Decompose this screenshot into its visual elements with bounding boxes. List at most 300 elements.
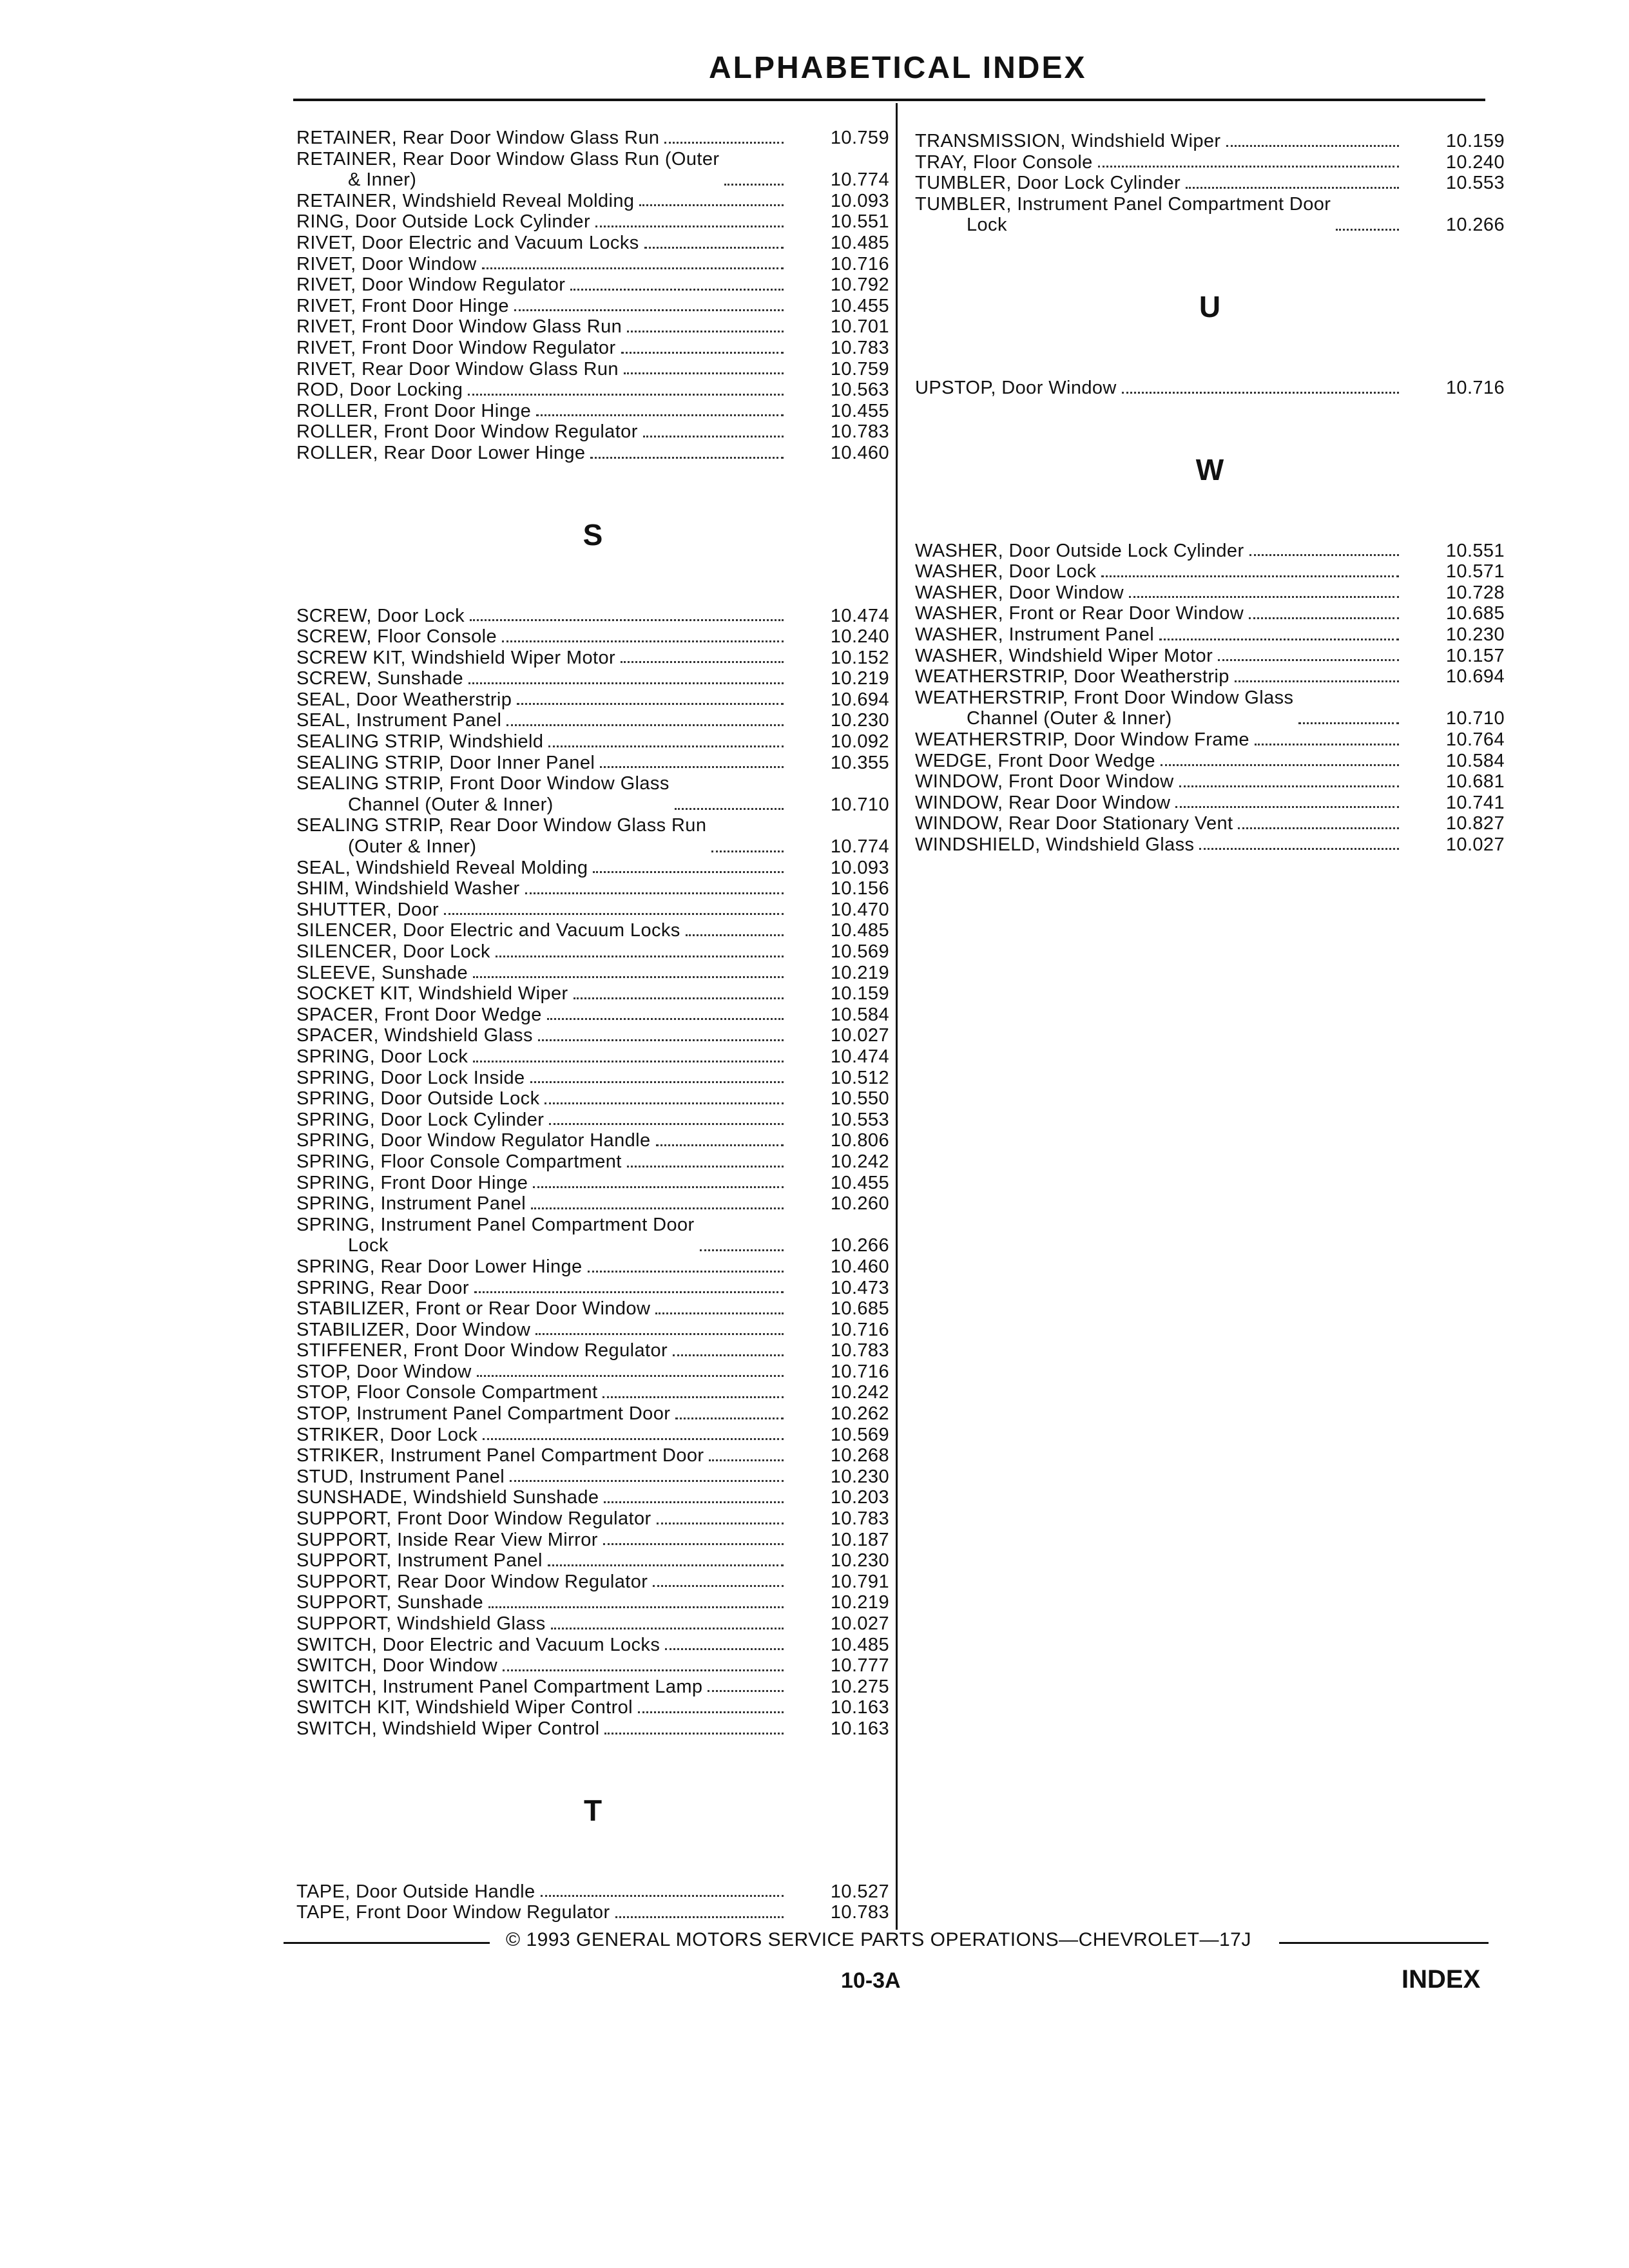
index-entry — [296, 149, 889, 191]
entry-page: 10.157 — [1445, 645, 1505, 666]
entry-page: 10.219 — [830, 1592, 889, 1613]
entry-name: SEALING STRIP, Rear Door Window Glass Run (Outer & Inner) — [296, 815, 707, 858]
leader-dots — [644, 247, 784, 249]
index-entry — [296, 1403, 889, 1425]
leader-dots — [536, 414, 784, 416]
index-entry — [296, 1445, 889, 1466]
index-entry — [296, 983, 889, 1004]
index-entry — [296, 858, 889, 879]
leader-dots — [468, 682, 784, 684]
left-column — [296, 128, 889, 1923]
index-entry — [296, 1718, 889, 1740]
entry-page: 10.716 — [1445, 377, 1505, 398]
entry-page: 10.455 — [830, 400, 889, 421]
entry-page: 10.230 — [1445, 624, 1505, 645]
leader-dots — [724, 184, 784, 186]
index-entry — [296, 128, 889, 149]
entry-name: SWITCH, Door Window — [296, 1655, 498, 1677]
entry-page: 10.701 — [830, 316, 889, 338]
leader-dots — [653, 1585, 784, 1587]
index-entry — [915, 687, 1505, 729]
leader-dots — [1249, 617, 1399, 619]
entry-name: WASHER, Door Lock — [915, 561, 1097, 582]
entry-name: SUPPORT, Rear Door Window Regulator — [296, 1571, 648, 1592]
leader-dots — [643, 436, 784, 437]
index-entry — [296, 1550, 889, 1571]
entry-page: 10.527 — [830, 1881, 889, 1902]
index-entry — [296, 1088, 889, 1110]
leader-dots — [603, 1543, 784, 1545]
entry-page: 10.485 — [830, 920, 889, 941]
entry-page: 10.240 — [1445, 151, 1505, 173]
leader-dots — [657, 1523, 784, 1524]
entry-name: SCREW, Door Lock — [296, 605, 465, 626]
entry-page: 10.470 — [830, 899, 889, 920]
entry-page: 10.792 — [830, 274, 889, 296]
entry-name: SWITCH, Windshield Wiper Control — [296, 1718, 600, 1739]
leader-dots — [548, 1564, 784, 1566]
leader-dots — [627, 331, 784, 332]
leader-dots — [1098, 166, 1399, 168]
index-entry — [915, 194, 1505, 236]
entry-name: SPRING, Door Lock Inside — [296, 1067, 525, 1088]
index-entry — [296, 1425, 889, 1446]
leader-dots — [600, 766, 784, 768]
index-entry — [296, 1256, 889, 1278]
entry-name: STABILIZER, Door Window — [296, 1319, 531, 1340]
index-entry — [296, 773, 889, 815]
index-entry — [296, 443, 889, 464]
entry-name: RIVET, Door Window — [296, 253, 477, 274]
index-entry — [915, 624, 1505, 646]
leader-dots — [624, 372, 784, 374]
entry-name: RING, Door Outside Lock Cylinder — [296, 211, 591, 233]
entry-name: TRAY, Floor Console — [915, 151, 1093, 173]
entry-name: SCREW, Sunshade — [296, 668, 464, 689]
leader-dots — [1199, 848, 1399, 850]
index-entry — [296, 233, 889, 254]
entry-page: 10.716 — [830, 253, 889, 274]
entry-name: SEALING STRIP, Windshield — [296, 731, 544, 753]
entry-name: RETAINER, Rear Door Window Glass Run — [296, 128, 660, 148]
entry-page: 10.716 — [830, 1361, 889, 1382]
entry-name: SWITCH KIT, Windshield Wiper Control — [296, 1697, 633, 1718]
entry-page: 10.230 — [830, 710, 889, 731]
leader-dots — [1101, 575, 1399, 577]
entry-name: SCREW, Floor Console — [296, 626, 497, 648]
entry-name: STUD, Instrument Panel — [296, 1466, 505, 1487]
index-entry — [296, 899, 889, 921]
entry-name: SPRING, Door Window Regulator Handle — [296, 1130, 651, 1151]
section-letter: W — [1195, 452, 1224, 486]
index-entry — [296, 1173, 889, 1194]
section-letter: U — [1199, 289, 1221, 323]
index-entry — [296, 1487, 889, 1508]
index-entry — [296, 1635, 889, 1656]
index-entry — [296, 963, 889, 984]
entry-name: RETAINER, Windshield Reveal Molding — [296, 190, 635, 211]
index-entry — [296, 338, 889, 359]
entry-name: SEAL, Windshield Reveal Molding — [296, 857, 588, 878]
leader-dots — [686, 934, 784, 936]
index-entry — [296, 1004, 889, 1026]
entry-page: 10.728 — [1445, 582, 1505, 603]
footer-rule-right — [1279, 1942, 1489, 1944]
entry-page: 10.219 — [830, 962, 889, 983]
index-entry — [296, 606, 889, 627]
entry-page: 10.741 — [1445, 792, 1505, 813]
section-letter: T — [583, 1793, 602, 1827]
leader-dots — [506, 724, 784, 726]
leader-dots — [574, 997, 784, 999]
page-title: ALPHABETICAL INDEX — [709, 51, 1087, 85]
entry-name: SPRING, Rear Door — [296, 1277, 469, 1298]
entry-name: SPRING, Door Outside Lock — [296, 1088, 540, 1110]
leader-dots — [541, 1895, 784, 1897]
leader-dots — [551, 1628, 784, 1629]
entry-name: WEATHERSTRIP, Door Weatherstrip — [915, 666, 1229, 687]
index-entry — [915, 603, 1505, 624]
leader-dots — [1159, 639, 1399, 640]
leader-dots — [709, 1459, 784, 1461]
entry-name: RIVET, Door Electric and Vacuum Locks — [296, 232, 639, 253]
entry-page: 10.827 — [1445, 813, 1505, 834]
entry-name: WASHER, Windshield Wiper Motor — [915, 645, 1213, 666]
index-entry — [296, 211, 889, 233]
entry-name: SPRING, Rear Door Lower Hinge — [296, 1256, 583, 1277]
column-divider — [896, 103, 898, 1930]
entry-page: 10.485 — [830, 232, 889, 253]
leader-dots — [1298, 722, 1399, 724]
index-entry — [296, 1193, 889, 1215]
entry-page: 10.764 — [1445, 729, 1505, 750]
index-entry — [296, 1881, 889, 1903]
entry-name: SPRING, Instrument Panel — [296, 1193, 526, 1215]
leader-dots — [496, 956, 784, 957]
entry-name: TUMBLER, Door Lock Cylinder — [915, 173, 1181, 194]
entry-name: RIVET, Front Door Window Glass Run — [296, 316, 622, 338]
entry-name: SEALING STRIP, Door Inner Panel — [296, 752, 595, 773]
index-entry — [296, 316, 889, 338]
entry-page: 10.584 — [1445, 750, 1505, 771]
entry-page: 10.569 — [830, 941, 889, 962]
entry-page: 10.694 — [830, 689, 889, 710]
entry-page: 10.163 — [830, 1697, 889, 1718]
leader-dots — [621, 661, 784, 663]
leader-dots — [503, 1669, 784, 1671]
entry-name: SPRING, Door Lock — [296, 1046, 468, 1067]
entry-page: 10.159 — [830, 983, 889, 1004]
index-entry — [296, 1320, 889, 1341]
entry-page: 10.455 — [830, 1172, 889, 1193]
leader-dots — [700, 1249, 784, 1251]
entry-page: 10.783 — [830, 1340, 889, 1361]
leader-dots — [1179, 785, 1399, 787]
index-entry — [915, 666, 1505, 687]
entry-page: 10.156 — [830, 878, 889, 899]
entry-name: SUPPORT, Instrument Panel — [296, 1550, 543, 1571]
index-entry — [296, 1382, 889, 1403]
entry-name: SPRING, Floor Console Compartment — [296, 1151, 622, 1172]
leader-dots — [1226, 145, 1400, 147]
index-entry — [296, 878, 889, 899]
entry-name: STRIKER, Instrument Panel Compartment Door — [296, 1445, 704, 1466]
entry-page: 10.242 — [830, 1382, 889, 1403]
leader-dots — [593, 871, 784, 873]
entry-name: SWITCH, Instrument Panel Compartment Lamp — [296, 1676, 703, 1697]
leader-dots — [502, 640, 784, 642]
entry-name: SLEEVE, Sunshade — [296, 962, 468, 983]
index-entry — [296, 1902, 889, 1923]
leader-dots — [1336, 229, 1399, 231]
entry-page: 10.774 — [830, 169, 889, 191]
entry-page: 10.473 — [830, 1277, 889, 1298]
index-entry — [915, 813, 1505, 834]
entry-name: WASHER, Instrument Panel — [915, 624, 1155, 645]
index-entry — [296, 668, 889, 689]
entry-page: 10.230 — [830, 1466, 889, 1487]
entry-name: SEALING STRIP, Front Door Window Glass Channel (Outer & Inner) — [296, 773, 670, 815]
leader-dots — [675, 808, 784, 810]
entry-page: 10.777 — [830, 1655, 889, 1677]
entry-page: 10.203 — [830, 1487, 889, 1508]
entry-page: 10.710 — [830, 794, 889, 815]
entry-name: RETAINER, Rear Door Window Glass Run (Outer & Inner) — [296, 148, 720, 191]
leader-dots — [638, 1711, 784, 1713]
entry-name: STOP, Instrument Panel Compartment Door — [296, 1403, 671, 1425]
entry-page: 10.275 — [830, 1676, 889, 1697]
leader-dots — [548, 745, 784, 747]
index-entry — [915, 582, 1505, 604]
entry-name: WASHER, Door Window — [915, 582, 1124, 603]
entry-page: 10.806 — [830, 1130, 889, 1151]
index-entry — [296, 401, 889, 422]
entry-page: 10.791 — [830, 1571, 889, 1592]
leader-dots — [621, 352, 784, 354]
entry-name: STOP, Floor Console Compartment — [296, 1382, 598, 1403]
entry-name: WINDOW, Front Door Window — [915, 771, 1174, 793]
leader-dots — [1218, 659, 1399, 661]
entry-page: 10.569 — [830, 1424, 889, 1445]
entry-name: SPRING, Front Door Hinge — [296, 1172, 528, 1193]
leader-dots — [595, 226, 784, 227]
entry-name: WEATHERSTRIP, Door Window Frame — [915, 729, 1249, 750]
index-entry — [296, 1046, 889, 1068]
index-entry — [296, 191, 889, 212]
entry-page: 10.266 — [830, 1235, 889, 1256]
index-entry — [296, 274, 889, 296]
index-entry — [296, 1613, 889, 1635]
index-entry — [296, 1278, 889, 1299]
leader-dots — [482, 267, 784, 269]
entry-page: 10.512 — [830, 1067, 889, 1088]
entry-page: 10.759 — [830, 128, 889, 148]
entry-page: 10.262 — [830, 1403, 889, 1425]
leader-dots — [533, 1186, 784, 1188]
entry-page: 10.242 — [830, 1151, 889, 1172]
index-entry — [915, 751, 1505, 772]
entry-name: SUPPORT, Sunshade — [296, 1592, 483, 1613]
index-entry — [915, 646, 1505, 667]
entry-page: 10.710 — [1445, 708, 1505, 729]
footer-copyright: © 1993 GENERAL MOTORS SERVICE PARTS OPERATIONS—CHEVROLET—17J — [506, 1929, 1251, 1950]
entry-page: 10.783 — [830, 421, 889, 443]
leader-dots — [588, 1271, 784, 1273]
index-entry — [915, 541, 1505, 562]
leader-dots — [525, 892, 784, 894]
index-entry — [296, 941, 889, 963]
leader-dots — [1161, 764, 1399, 766]
index-entry — [296, 1025, 889, 1046]
index-entry — [296, 380, 889, 401]
index-entry — [915, 173, 1505, 194]
index-entry — [296, 1508, 889, 1530]
entry-name: RIVET, Door Window Regulator — [296, 274, 566, 296]
entry-page: 10.563 — [830, 380, 889, 401]
leader-dots — [1255, 744, 1399, 745]
index-entry — [915, 378, 1505, 399]
entry-name: UPSTOP, Door Window — [915, 377, 1117, 398]
entry-name: SUNSHADE, Windshield Sunshade — [296, 1487, 599, 1508]
leader-dots — [545, 1102, 784, 1104]
leader-dots — [655, 1312, 784, 1314]
leader-dots — [510, 1480, 784, 1482]
entry-page: 10.460 — [830, 442, 889, 463]
entry-page: 10.584 — [830, 1004, 889, 1025]
entry-page: 10.230 — [830, 1550, 889, 1571]
index-entry — [296, 1655, 889, 1677]
index-entry — [296, 1361, 889, 1383]
index-entry — [296, 1697, 889, 1718]
right-column — [915, 131, 1505, 855]
entry-page: 10.093 — [830, 190, 889, 211]
entry-name: STOP, Door Window — [296, 1361, 472, 1382]
index-entry — [296, 1530, 889, 1551]
leader-dots — [470, 619, 784, 621]
leader-dots — [615, 1916, 784, 1918]
leader-dots — [590, 457, 784, 459]
entry-name: ROD, Door Locking — [296, 380, 463, 401]
entry-name: SUPPORT, Front Door Window Regulator — [296, 1508, 651, 1530]
index-entry — [296, 689, 889, 711]
leader-dots — [473, 976, 784, 978]
entry-page: 10.685 — [830, 1298, 889, 1320]
index-entry — [915, 771, 1505, 793]
entry-name: TAPE, Front Door Window Regulator — [296, 1902, 610, 1923]
entry-name: SUPPORT, Inside Rear View Mirror — [296, 1529, 598, 1550]
entry-page: 10.092 — [830, 731, 889, 753]
entry-page: 10.571 — [1445, 561, 1505, 582]
entry-page: 10.774 — [830, 836, 889, 858]
index-entry — [296, 1571, 889, 1593]
index-entry — [296, 731, 889, 753]
entry-name: TRANSMISSION, Windshield Wiper — [915, 131, 1221, 151]
entry-page: 10.266 — [1445, 215, 1505, 236]
leader-dots — [531, 1207, 784, 1209]
entry-page: 10.783 — [830, 337, 889, 358]
leader-dots — [711, 850, 784, 852]
entry-name: SUPPORT, Windshield Glass — [296, 1613, 546, 1634]
entry-name: SPRING, Door Lock Cylinder — [296, 1109, 545, 1130]
index-entry — [296, 421, 889, 443]
entry-page: 10.163 — [830, 1718, 889, 1739]
leader-dots — [477, 1375, 784, 1377]
entry-name: WASHER, Front or Rear Door Window — [915, 603, 1244, 624]
entry-name: SWITCH, Door Electric and Vacuum Locks — [296, 1634, 660, 1655]
leader-dots — [535, 1333, 784, 1335]
entry-page: 10.783 — [830, 1902, 889, 1923]
index-entry — [296, 648, 889, 669]
leader-dots — [627, 1166, 784, 1168]
entry-page: 10.159 — [1445, 131, 1505, 151]
header-rule — [293, 99, 1485, 101]
entry-name: RIVET, Front Door Hinge — [296, 295, 509, 316]
leader-dots — [708, 1690, 784, 1692]
index-entry — [296, 1151, 889, 1173]
leader-dots — [656, 1144, 784, 1146]
entry-name: SEAL, Door Weatherstrip — [296, 689, 512, 710]
leader-dots — [604, 1733, 784, 1735]
index-entry — [296, 254, 889, 275]
entry-name: STRIKER, Door Lock — [296, 1424, 478, 1445]
entry-name: SOCKET KIT, Windshield Wiper — [296, 983, 568, 1004]
entry-page: 10.716 — [830, 1319, 889, 1340]
leader-dots — [665, 1648, 784, 1650]
entry-name: WASHER, Door Outside Lock Cylinder — [915, 540, 1244, 561]
index-entry — [915, 561, 1505, 582]
index-entry — [296, 920, 889, 941]
entry-name: RIVET, Rear Door Window Glass Run — [296, 358, 619, 380]
entry-page: 10.027 — [830, 1613, 889, 1634]
entry-name: STABILIZER, Front or Rear Door Window — [296, 1298, 651, 1320]
index-entry — [296, 1677, 889, 1698]
entry-page: 10.355 — [830, 752, 889, 773]
entry-page: 10.550 — [830, 1088, 889, 1110]
footer-rule-left — [284, 1942, 490, 1944]
entry-name: STIFFENER, Front Door Window Regulator — [296, 1340, 668, 1361]
entry-name: WINDSHIELD, Windshield Glass — [915, 834, 1195, 855]
entry-page: 10.485 — [830, 1634, 889, 1655]
section-label: INDEX — [1402, 1965, 1481, 1994]
entry-page: 10.268 — [830, 1445, 889, 1466]
entry-page: 10.460 — [830, 1256, 889, 1277]
index-entry — [915, 152, 1505, 173]
entry-page: 10.681 — [1445, 771, 1505, 793]
entry-name: SHUTTER, Door — [296, 899, 439, 920]
index-entry — [296, 1110, 889, 1131]
leader-dots — [483, 1438, 784, 1440]
leader-dots — [549, 1123, 784, 1125]
leader-dots — [664, 142, 784, 144]
entry-name: ROLLER, Front Door Window Regulator — [296, 421, 638, 443]
entry-name: SCREW KIT, Windshield Wiper Motor — [296, 647, 616, 668]
index-entry — [296, 359, 889, 380]
entry-page: 10.553 — [1445, 173, 1505, 194]
entry-page: 10.093 — [830, 857, 889, 878]
leader-dots — [639, 204, 784, 206]
entry-page: 10.783 — [830, 1508, 889, 1530]
entry-page: 10.551 — [830, 211, 889, 233]
entry-page: 10.474 — [830, 605, 889, 626]
leader-dots — [1122, 392, 1399, 394]
leader-dots — [547, 1018, 784, 1020]
leader-dots — [570, 289, 784, 291]
index-entry — [296, 1068, 889, 1089]
leader-dots — [1235, 680, 1399, 682]
leader-dots — [468, 394, 784, 396]
entry-page: 10.187 — [830, 1529, 889, 1550]
index-entry — [296, 626, 889, 648]
